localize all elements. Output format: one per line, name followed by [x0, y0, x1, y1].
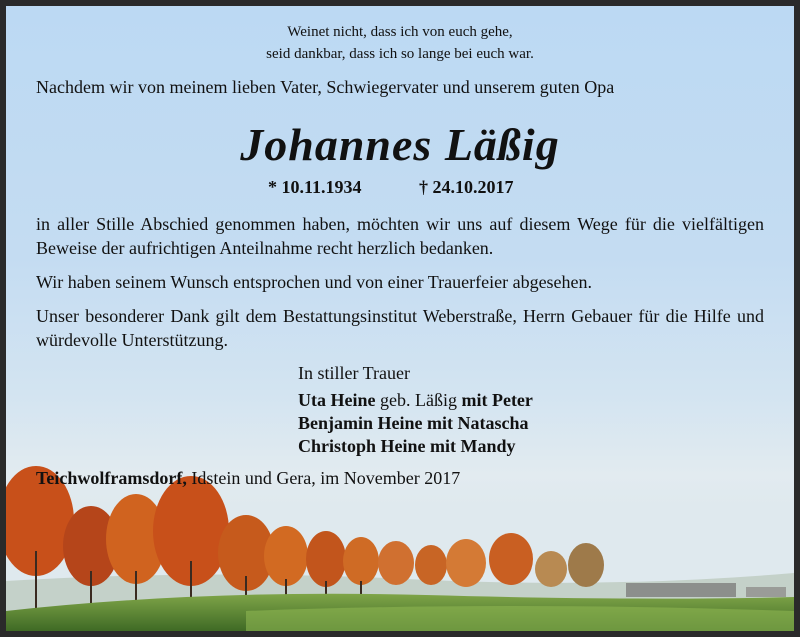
place-date-line [36, 468, 460, 489]
funeral-paragraph: Wir haben seinem Wunsch entsprochen und von einer Trauerfeier abgesehen. [36, 272, 593, 292]
maiden-name: geb. Läßig [375, 390, 462, 410]
poem-line-1: Weinet nicht, dass ich von euch gehe, [287, 24, 513, 40]
family-line-2: Benjamin Heine mit Natascha [298, 413, 529, 433]
deceased-name: Johannes Läßig [240, 119, 560, 170]
family-line-3: Christoph Heine mit Mandy [298, 436, 516, 456]
intro-text: Nachdem wir von meinem lieben Vater, Schwiegervater und unserem guten Opa [36, 77, 615, 97]
mourning-label: In stiller Trauer [298, 363, 410, 383]
place-name: Teichwolframsdorf, [36, 468, 187, 488]
family-line-1 [298, 389, 533, 412]
gratitude-paragraph: Unser besonderer Dank gilt dem Bestattungsinstitut Weberstraße, Herrn Gebauer für die Hilfe und würdevolle Unterstützung. [36, 306, 764, 350]
thanks-paragraph: in aller Stille Abschied genommen haben, möchten wir uns auf diesem Wege für die vielfältigen Beweise der aufrichtigen Anteilnahme recht herzlich bedanken. [36, 214, 764, 258]
family-name-1: Uta Heine [298, 390, 376, 410]
birth-date: * 10.11.1934 [268, 177, 362, 197]
family-partner-1: mit Peter [461, 390, 533, 410]
death-date: † 24.10.2017 [419, 177, 514, 197]
place-date: Idstein und Gera, im November 2017 [186, 468, 461, 488]
poem-line-2: seid dankbar, dass ich so lange bei euch war. [266, 46, 534, 62]
